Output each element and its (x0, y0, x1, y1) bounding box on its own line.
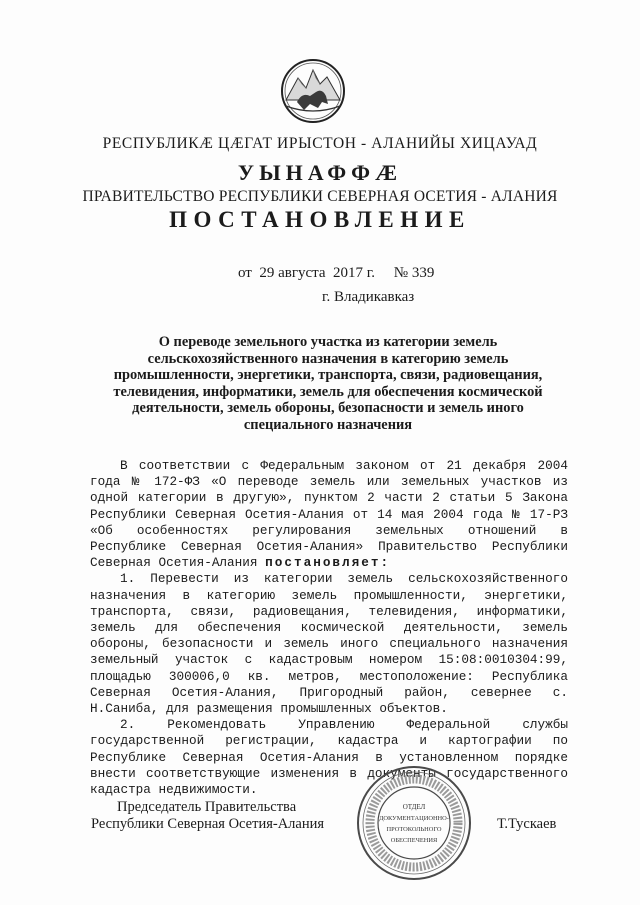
ossetian-republic-heading: РЕСПУБЛИКӔ ЦӔГАТ ИРЫСТОН - АЛАНИЙЫ ХИЦАУАД (102, 135, 538, 152)
preamble-text: В соответствии с Федеральным законом от 21 декабря 2004 года № 172-ФЗ «О переводе земель или земельных участков из одной категории в другую», пунктом 2 части 2 статьи 5 Закона Республики Северная Осетия-Алания от 14 мая 2004 года № 17-РЗ «Об особенностях регулирования земельных отношений в Республике Северная Осетия-Алания» Правительство Республики Северная Осетия-Алания (90, 458, 568, 571)
preamble-paragraph (90, 458, 568, 571)
item-1-paragraph: 1. Перевести из категории земель сельскохозяйственного назначения в категорию земель промышленности, энергетики, транспорта, связи, радиовещания, телевидения, информатики, земель для обеспечения космической деятельности, земель обороны, безопасности и земель иного специального назначения земельный участок с кадастровым номером 15:08:0010304:99, площадью 300006,0 кв. метров, местоположение: Республика Северная Осетия-Алания, Пригородный район, севернее с. Н.Саниба, для размещения промышленных объектов. (90, 571, 568, 717)
ossetian-act-heading: УЫНАФФӔ (237, 160, 403, 185)
stamp-line-3: ПРОТОКОЛЬНОГО (386, 826, 442, 833)
government-heading: ПРАВИТЕЛЬСТВО РЕСПУБЛИКИ СЕВЕРНАЯ ОСЕТИЯ - АЛАНИЯ (82, 188, 558, 205)
document-title: О переводе земельного участка из категории земель сельскохозяйственного назначения в категорию земель промышленности, энергетики, транспорта, связи, радиовещания, телевидения, информатики, земель для обеспечения космической деятельности, земель обороны, безопасности и земель иного специального назначения (113, 334, 543, 433)
stamp-line-1: ОТДЕЛ (402, 803, 426, 811)
official-seal-stamp (355, 764, 473, 882)
stamp-line-4: ОБЕСПЕЧЕНИЯ (390, 837, 438, 844)
signatory-position (91, 799, 324, 833)
coat-of-arms-emblem-icon (280, 58, 346, 124)
signatory-position-line-2: Республики Северная Осетия-Алания (91, 816, 325, 832)
signatory-position-line-1: Председатель Правительства (117, 799, 297, 815)
stamp-line-2: ДОКУМЕНТАЦИОННО- (379, 815, 449, 822)
document-body (90, 458, 568, 798)
resolves-word: постановляет: (265, 555, 391, 571)
date-number-line: от 29 августа 2017 г. № 339 (238, 265, 435, 281)
city-line: г. Владикавказ (322, 289, 415, 305)
signatory-name: Т.Тускаев (497, 816, 557, 832)
act-type-heading: ПОСТАНОВЛЕНИЕ (169, 207, 471, 232)
item-2-paragraph: 2. Рекомендовать Управлению Федеральной службы государственной регистрации, кадастра и картографии по Республике Северная Осетия-Алания в установленном порядке внести соответствующие изменения в документы государственного кадастра недвижимости. (90, 717, 568, 798)
